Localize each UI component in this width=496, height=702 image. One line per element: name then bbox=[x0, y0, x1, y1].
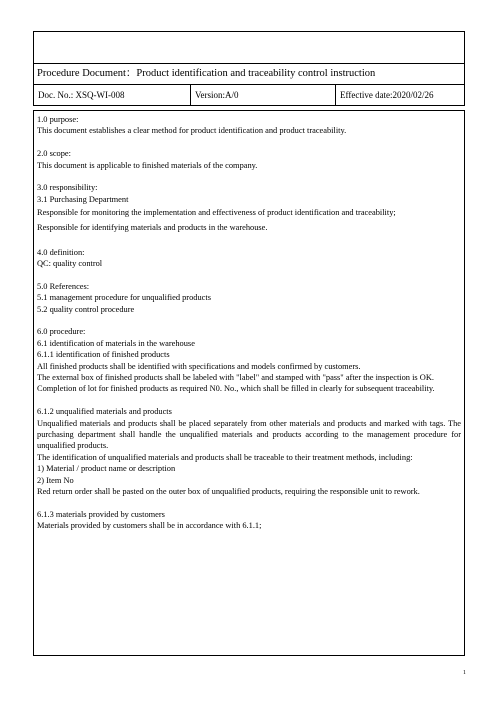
responsibility-subheading: 3.1 Purchasing Department bbox=[37, 194, 129, 204]
scope-text: This document is applicable to finished materials of the company. bbox=[37, 160, 258, 170]
purpose-text: This document establishes a clear method for product identification and product traceability. bbox=[37, 126, 347, 136]
procedure-section-6-1: 6.1 identification of materials in the warehouse bbox=[37, 338, 195, 348]
list-item: 1) Material / product name or description bbox=[37, 464, 176, 474]
list-item: 2) Item No bbox=[37, 475, 74, 485]
responsibility-text-1: Responsible for monitoring the implementation and effectiveness of product identification and traceability; bbox=[37, 208, 396, 218]
responsibility-text-2: Responsible for identifying materials and products in the warehouse. bbox=[37, 223, 268, 233]
document-header bbox=[33, 31, 465, 106]
definition-heading: 4.0 definition: bbox=[37, 247, 85, 257]
procedure-text: The external box of finished products shall be labeled with "label" and stamped with "pass" after the inspection is OK. bbox=[37, 373, 434, 383]
document-title: Procedure Document：Product identification and traceability control instruction bbox=[34, 63, 464, 85]
purpose-heading: 1.0 purpose: bbox=[37, 115, 79, 124]
procedure-section-6-1-1: 6.1.1 identification of finished products bbox=[37, 350, 170, 360]
version: Version:A/0 bbox=[191, 85, 336, 106]
definition-text: QC: quality control bbox=[37, 259, 103, 269]
procedure-text: Unqualified materials and products shall be placed separately from other materials and products and marked with tags. The purchasing department shall handle the unqualified materials and products according to the management procedure for unqualified products. bbox=[37, 418, 461, 451]
doc-number: Doc. No.: XSQ-WI-008 bbox=[34, 85, 191, 106]
procedure-text: The identification of unqualified materials and products shall be traceable to their treatment methods, including: bbox=[37, 452, 413, 462]
procedure-heading: 6.0 procedure: bbox=[37, 327, 86, 337]
scope-heading: 2.0 scope: bbox=[37, 149, 71, 159]
procedure-text: Completion of lot for finished products as required N0. No., which shall be filled in clearly for subsequent traceability. bbox=[37, 384, 435, 394]
reference-item: 5.1 management procedure for unqualified products bbox=[37, 293, 211, 303]
page-number: 1 bbox=[463, 670, 466, 676]
procedure-section-6-1-2: 6.1.2 unqualified materials and products bbox=[37, 407, 172, 417]
procedure-text: All finished products shall be identified with specifications and models confirmed by customers. bbox=[37, 361, 361, 371]
procedure-section-6-1-3: 6.1.3 materials provided by customers bbox=[37, 509, 165, 519]
procedure-text: Materials provided by customers shall be in accordance with 6.1.1; bbox=[37, 521, 262, 531]
document-meta-row bbox=[34, 84, 464, 106]
references-heading: 5.0 References: bbox=[37, 281, 90, 291]
document-body bbox=[33, 110, 465, 656]
procedure-text: Red return order shall be pasted on the outer box of unqualified products, requiring the responsible unit to rework. bbox=[37, 487, 420, 497]
effective-date: Effective date:2020/02/26 bbox=[340, 90, 434, 100]
reference-item: 5.2 quality control procedure bbox=[37, 304, 135, 314]
responsibility-heading: 3.0 responsibility: bbox=[37, 183, 98, 193]
